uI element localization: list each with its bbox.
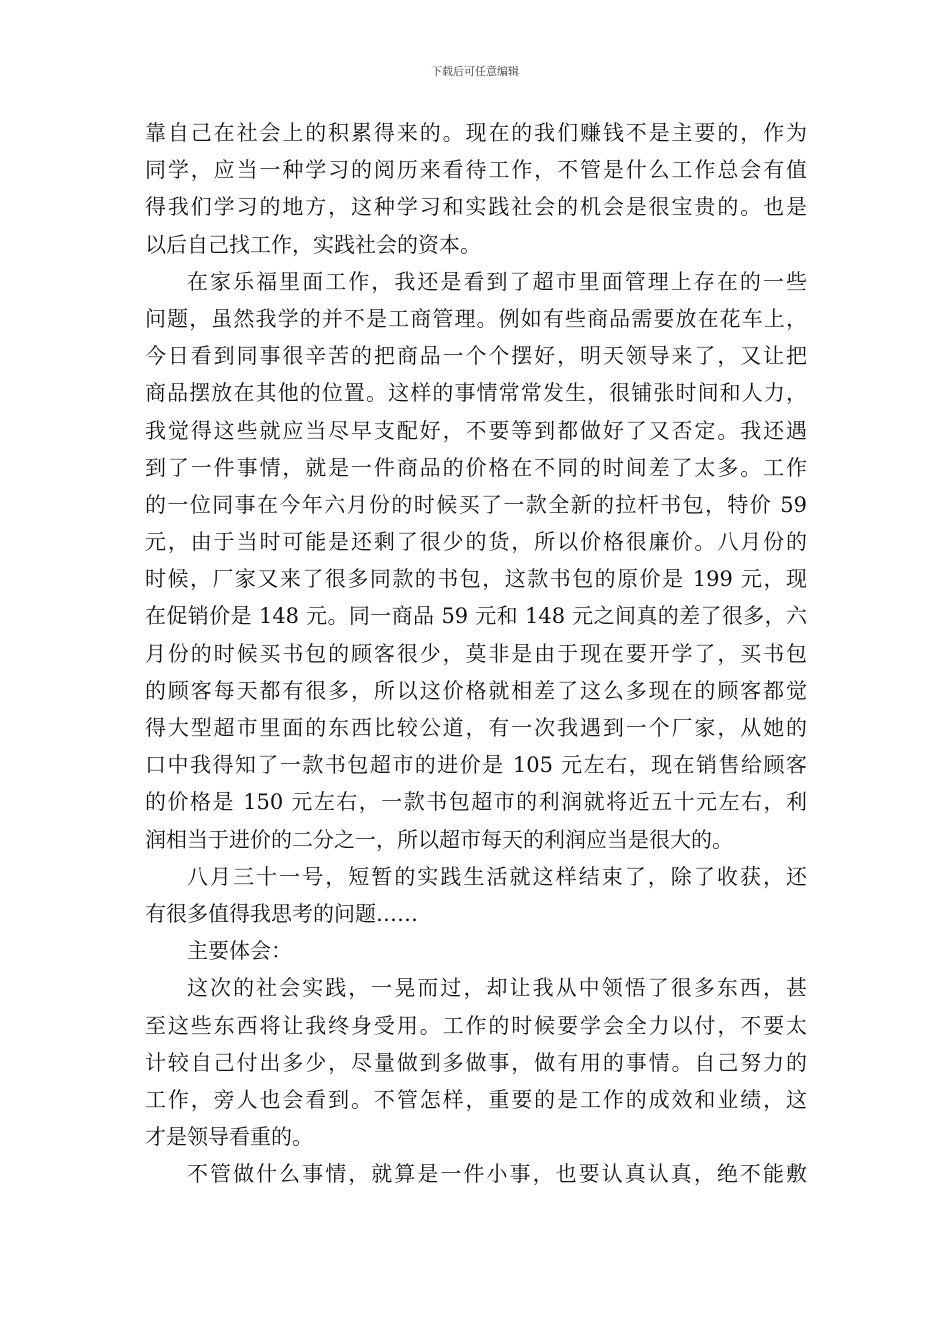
text-line: 至这些东西将让我终身受用。工作的时候要学会全力以付，不要太 [145,1013,807,1038]
text-line: 在家乐福里面工作，我还是看到了超市里面管理上存在的一些 [187,269,807,294]
text-line: 工作，旁人也会看到。不管怎样，重要的是工作的成效和业绩，这 [145,1087,807,1112]
text-line: 的价格是 150 元左右，一款书包超市的利润就将近五十元左右，利 [145,790,807,815]
text-line: 口中我得知了一款书包超市的进价是 105 元左右，现在销售给顾客 [145,753,807,778]
text-line: 时候，厂家又来了很多同款的书包，这款书包的原价是 199 元，现 [145,567,807,592]
text-line: 到了一件事情，就是一件商品的价格在不同的时间差了太多。工作 [145,455,807,480]
page-header: 下载后可任意编辑 [431,65,519,78]
text-line: 八月三十一号，短暂的实践生活就这样结束了，除了收获，还 [187,864,807,889]
text-line: 不管做什么事情，就算是一件小事，也要认真认真，绝不能敷 [187,1162,807,1187]
text-line: 商品摆放在其他的位置。这样的事情常常发生，很铺张时间和人力， [145,381,807,406]
text-line: 得我们学习的地方，这种学习和实践社会的机会是很宝贵的。也是 [145,195,807,220]
text-line: 的顾客每天都有很多，所以这价格就相差了这么多现在的顾客都觉 [145,678,807,703]
text-line: 元，由于当时可能是还剩了很少的货，所以价格很廉价。八月份的 [145,530,807,555]
text-line: 靠自己在社会上的积累得来的。现在的我们赚钱不是主要的，作为 [145,121,807,145]
text-line: 在促销价是 148 元。同一商品 59 元和 148 元之间真的差了很多，六 [145,604,807,629]
text-line: 有很多值得我思考的问题…… [145,901,418,926]
text-line: 今日看到同事很辛苦的把商品一个个摆好，明天领导来了，又让把 [145,344,807,369]
document-body [145,115,807,1193]
text-line: 我觉得这些就应当尽早支配好，不要等到都做好了又否定。我还遇 [145,418,807,443]
text-line: 月份的时候买书包的顾客很少，莫非是由于现在要开学了，买书包 [145,641,807,666]
text-line: 这次的社会实践，一晃而过，却让我从中领悟了很多东西，甚 [187,976,807,1001]
text-line: 同学，应当一种学习的阅历来看待工作，不管是什么工作总会有值 [145,158,807,183]
text-line: 的一位同事在今年六月份的时候买了一款全新的拉杆书包，特价 59 [145,492,807,517]
text-line: 问题，虽然我学的并不是工商管理。例如有些商品需要放在花车上， [145,306,807,331]
text-line: 润相当于进价的二分之一，所以超市每天的利润应当是很大的。 [145,827,733,852]
text-line: 计较自己付出多少，尽量做到多做事，做有用的事情。自己努力的 [145,1050,807,1075]
text-line: 主要体会： [187,939,292,964]
text-line: 才是领导看重的。 [145,1125,313,1150]
text-line: 以后自己找工作，实践社会的资本。 [145,232,481,257]
text-line: 得大型超市里面的东西比较公道，有一次我遇到一个厂家，从她的 [145,716,807,740]
